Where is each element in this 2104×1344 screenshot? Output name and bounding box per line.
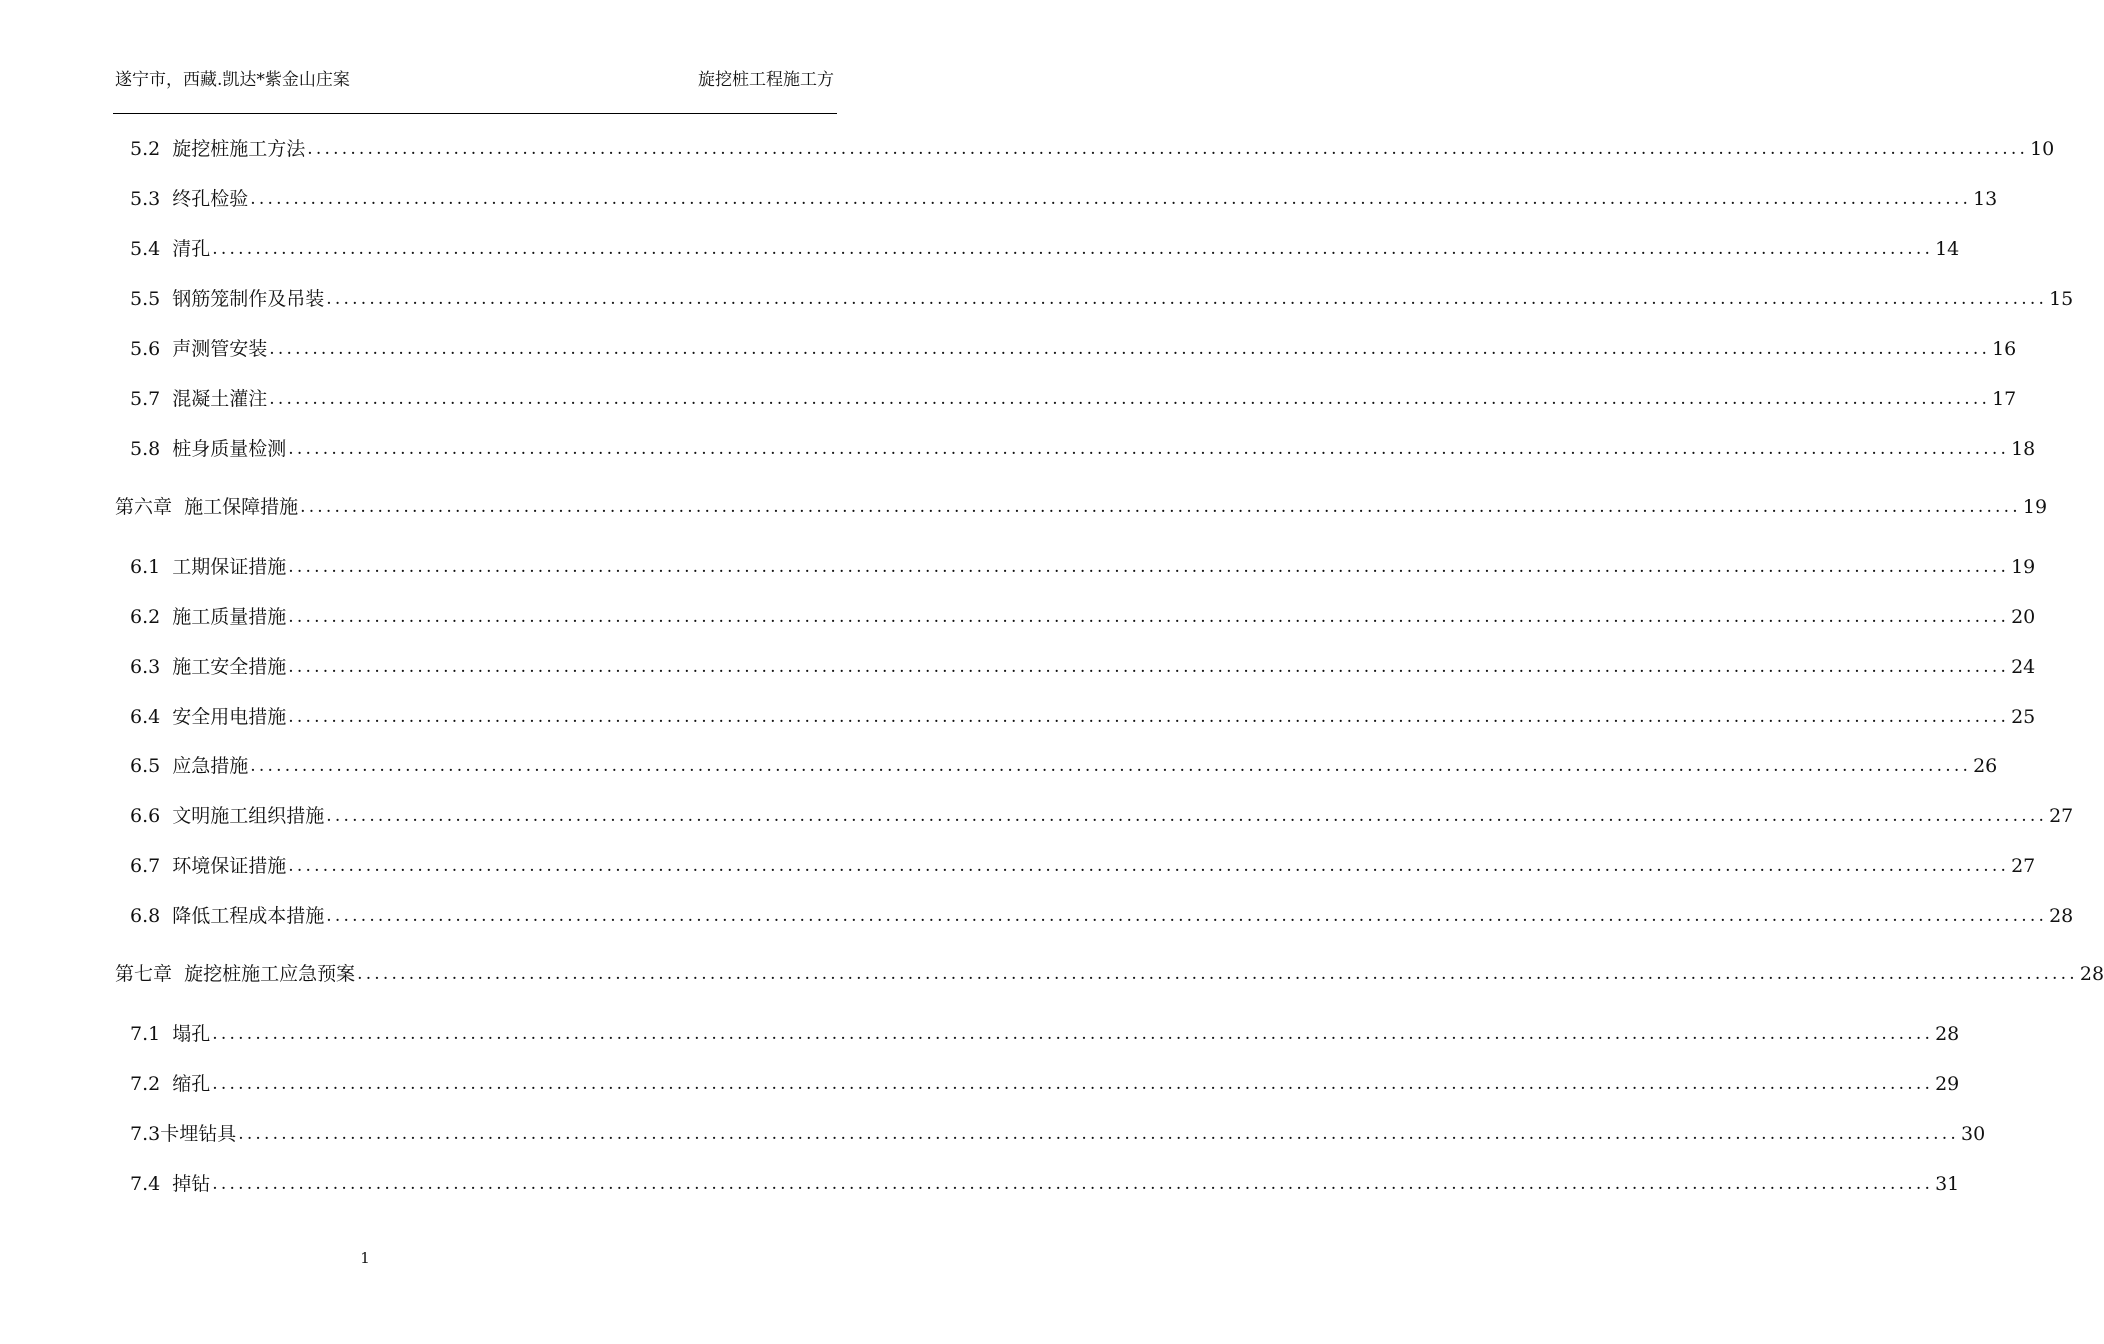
toc-entry-page: 24 xyxy=(2011,656,2036,678)
toc-entry[interactable] xyxy=(0,900,2074,928)
toc-entry[interactable] xyxy=(0,133,2055,161)
toc-leader-dots: ........................................................................................................................................................................................................ xyxy=(288,657,2010,677)
toc-entry-page: 26 xyxy=(1973,755,1998,777)
toc-entry-label: 6.5 应急措施 xyxy=(130,755,249,777)
toc-entry-page: 14 xyxy=(1935,238,1960,260)
toc-entry-page: 31 xyxy=(1935,1173,1960,1195)
toc-entry[interactable] xyxy=(0,1018,1960,1046)
toc-entry[interactable] xyxy=(0,1118,1986,1146)
toc-entry-page: 17 xyxy=(1992,388,2017,410)
toc-entry-page: 28 xyxy=(1935,1023,1960,1045)
toc-leader-dots: ........................................................................................................................................................................................................ xyxy=(212,1024,1934,1044)
header-rule xyxy=(113,113,837,114)
toc-entry-label: 6.4 安全用电措施 xyxy=(130,706,287,728)
toc-entry[interactable] xyxy=(0,958,2104,986)
toc-leader-dots: ........................................................................................................................................................................................................ xyxy=(269,339,1991,359)
toc-entry-label: 6.8 降低工程成本措施 xyxy=(130,905,325,927)
toc-entry[interactable] xyxy=(0,183,1998,211)
header-left-title: 遂宁市，西藏.凯达*紫金山庄案 xyxy=(115,70,350,90)
toc-entry-page: 16 xyxy=(1992,338,2017,360)
toc-entry[interactable] xyxy=(0,433,2036,461)
toc-entry[interactable] xyxy=(0,551,2036,579)
header-right-title: 旋挖桩工程施工方 xyxy=(698,70,834,90)
toc-leader-dots: ........................................................................................................................................................................................................ xyxy=(212,1074,1934,1094)
toc-entry-label: 6.3 施工安全措施 xyxy=(130,656,287,678)
toc-leader-dots: ........................................................................................................................................................................................................ xyxy=(288,557,2010,577)
toc-leader-dots: ........................................................................................................................................................................................................ xyxy=(357,964,2078,984)
toc-entry-page: 25 xyxy=(2011,706,2036,728)
toc-entry[interactable] xyxy=(0,701,2036,729)
toc-entry[interactable] xyxy=(0,283,2074,311)
toc-entry[interactable] xyxy=(0,800,2074,828)
toc-leader-dots: ........................................................................................................................................................................................................ xyxy=(212,1174,1934,1194)
toc-entry-page: 27 xyxy=(2049,805,2074,827)
toc-entry-page: 30 xyxy=(1960,1123,1986,1145)
toc-leader-dots: ........................................................................................................................................................................................................ xyxy=(212,239,1934,259)
toc-leader-dots: ........................................................................................................................................................................................................ xyxy=(288,707,2010,727)
toc-entry[interactable] xyxy=(0,233,1960,261)
toc-entry-label: 第六章 施工保障措施 xyxy=(115,496,299,518)
toc-leader-dots: ........................................................................................................................................................................................................ xyxy=(326,806,2048,826)
toc-entry-page: 18 xyxy=(2011,438,2036,460)
toc-entry-label: 7.1 塌孔 xyxy=(130,1023,211,1045)
toc-leader-dots: ........................................................................................................................................................................................................ xyxy=(250,756,1972,776)
toc-entry[interactable] xyxy=(0,601,2036,629)
toc-entry-label: 7.4 掉钻 xyxy=(130,1173,211,1195)
toc-leader-dots: ........................................................................................................................................................................................................ xyxy=(250,189,1972,209)
toc-entry[interactable] xyxy=(0,1068,1960,1096)
toc-entry-label: 6.6 文明施工组织措施 xyxy=(130,805,325,827)
toc-entry-label: 5.4 清孔 xyxy=(130,238,211,260)
toc-entry-page: 28 xyxy=(2079,963,2104,985)
toc-leader-dots: ........................................................................................................................................................................................................ xyxy=(288,439,2010,459)
toc-entry-label: 5.6 声测管安装 xyxy=(130,338,268,360)
toc-entry[interactable] xyxy=(0,651,2036,679)
toc-entry-page: 19 xyxy=(2011,556,2036,578)
toc-entry-label: 6.7 环境保证措施 xyxy=(130,855,287,877)
toc-leader-dots: ........................................................................................................................................................................................................ xyxy=(238,1124,1959,1144)
toc-entry-label: 7.3卡埋钻具 xyxy=(130,1123,237,1145)
toc-entry-label: 第七章 旋挖桩施工应急预案 xyxy=(115,963,356,985)
toc-entry-page: 29 xyxy=(1935,1073,1960,1095)
toc-entry[interactable] xyxy=(0,850,2036,878)
toc-entry-page: 28 xyxy=(2049,905,2074,927)
toc-entry-label: 6.2 施工质量措施 xyxy=(130,606,287,628)
toc-entry-label: 5.5 钢筋笼制作及吊装 xyxy=(130,288,325,310)
toc-entry[interactable] xyxy=(0,1168,1960,1196)
toc-leader-dots: ........................................................................................................................................................................................................ xyxy=(307,139,2029,159)
toc-entry-label: 6.1 工期保证措施 xyxy=(130,556,287,578)
toc-leader-dots: ........................................................................................................................................................................................................ xyxy=(326,906,2048,926)
toc-entry-page: 20 xyxy=(2011,606,2036,628)
toc-leader-dots: ........................................................................................................................................................................................................ xyxy=(269,389,1991,409)
toc-entry[interactable] xyxy=(0,491,2048,519)
toc-entry-label: 5.7 混凝土灌注 xyxy=(130,388,268,410)
toc-entry-label: 7.2 缩孔 xyxy=(130,1073,211,1095)
toc-entry[interactable] xyxy=(0,750,1998,778)
toc-leader-dots: ........................................................................................................................................................................................................ xyxy=(326,289,2048,309)
toc-entry-page: 10 xyxy=(2030,138,2055,160)
toc-entry-page: 15 xyxy=(2049,288,2074,310)
toc-leader-dots: ........................................................................................................................................................................................................ xyxy=(288,856,2010,876)
toc-entry[interactable] xyxy=(0,383,2017,411)
toc-entry-page: 27 xyxy=(2011,855,2036,877)
toc-entry-label: 5.8 桩身质量检测 xyxy=(130,438,287,460)
toc-entry-label: 5.2 旋挖桩施工方法 xyxy=(130,138,306,160)
toc-entry-label: 5.3 终孔检验 xyxy=(130,188,249,210)
page-number: 1 xyxy=(360,1249,370,1267)
toc-entry[interactable] xyxy=(0,333,2017,361)
toc-leader-dots: ........................................................................................................................................................................................................ xyxy=(300,497,2021,517)
toc-entry-page: 19 xyxy=(2022,496,2048,518)
toc-leader-dots: ........................................................................................................................................................................................................ xyxy=(288,607,2010,627)
toc-entry-page: 13 xyxy=(1973,188,1998,210)
